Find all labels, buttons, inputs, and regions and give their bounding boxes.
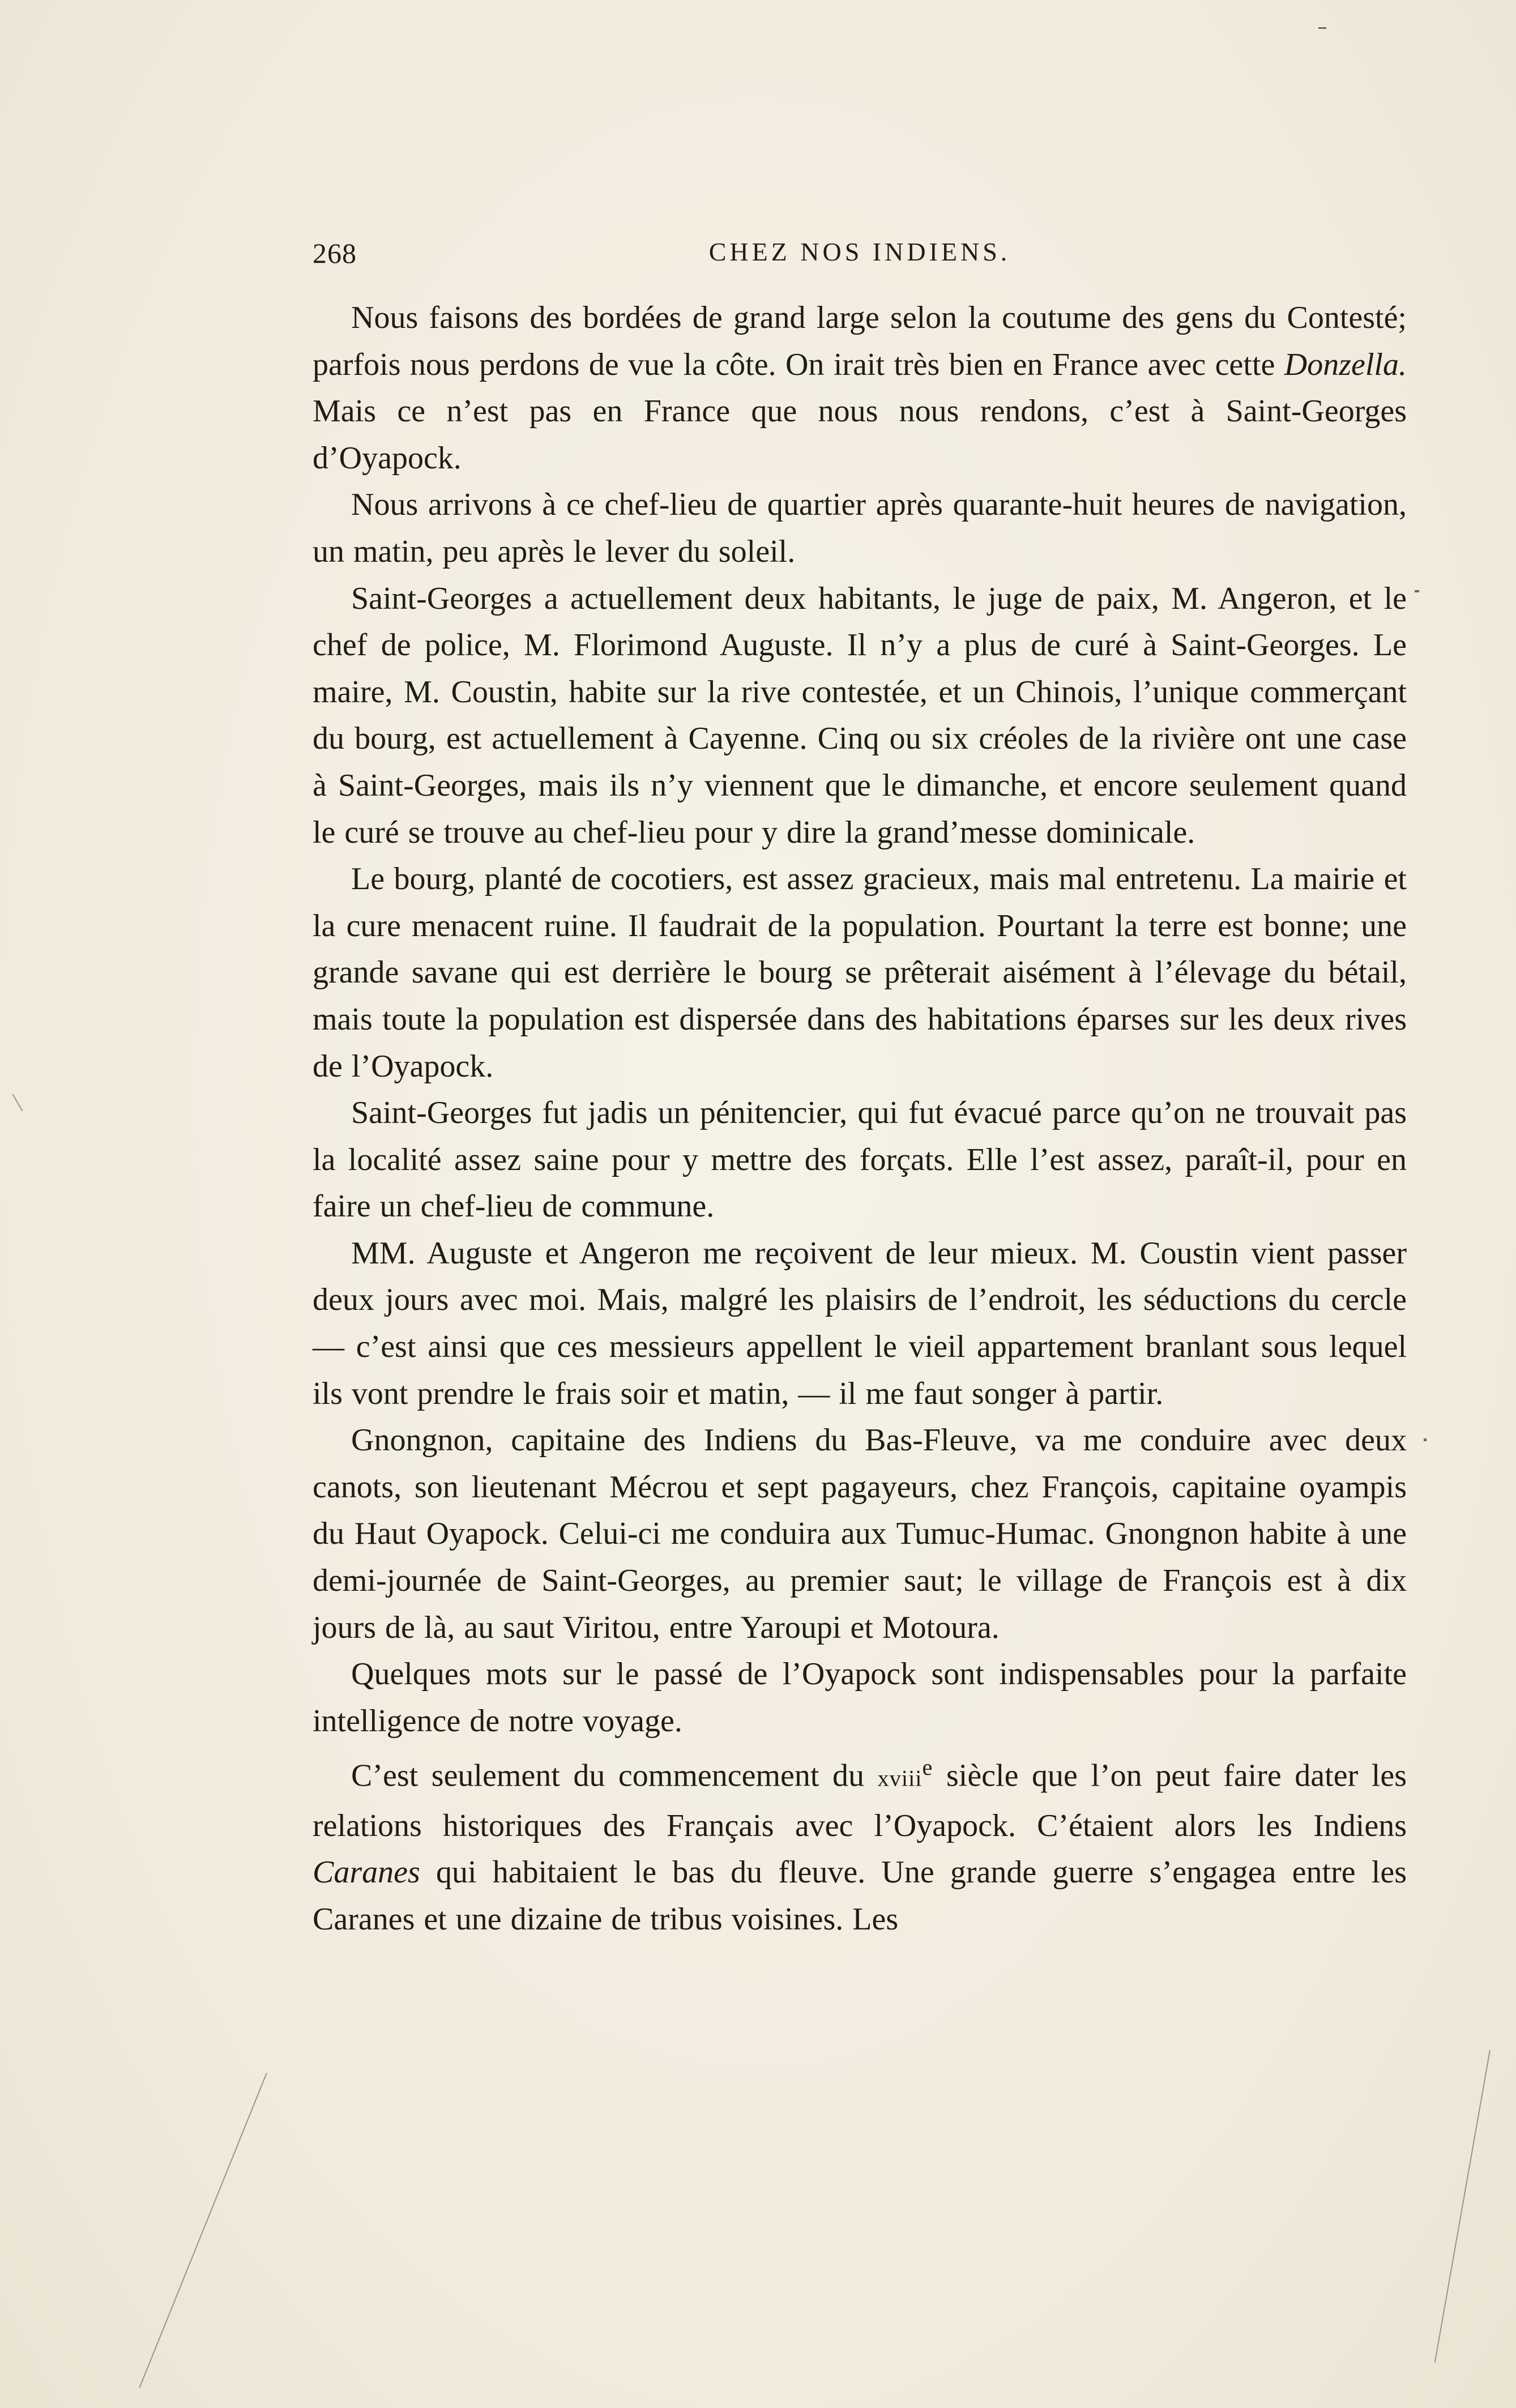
century-numeral: xviii <box>877 1766 923 1792</box>
paragraph <box>313 1230 1407 1417</box>
margin-speck <box>1318 27 1326 29</box>
paragraph-text: Quelques mots sur le passé de l’Oyapock sont indispensables pour la parfaite intelligence de notre voyage. <box>313 1656 1407 1739</box>
paragraph <box>313 294 1407 481</box>
century-suffix: e <box>922 1754 933 1781</box>
paragraph <box>313 481 1407 575</box>
paragraph-text: qui habitaient le bas du fleuve. Une grande guerre s’engagea entre les Caranes et une dizaine de tribus voisines. Les <box>313 1855 1407 1937</box>
margin-pencil-stroke <box>12 1094 23 1111</box>
paragraph <box>313 1651 1407 1744</box>
page-number: 268 <box>313 237 357 269</box>
paragraph <box>313 1090 1407 1230</box>
margin-speck <box>1415 590 1419 592</box>
paragraph-text: siècle que l’on peut faire dater les relations historiques des Français avec l’Oyapock. C’étaient alors les Indiens <box>313 1758 1407 1843</box>
paragraph-text: Nous arrivons à ce chef-lieu de quartier après quarante-huit heures de navigation, un matin, peu après le lever du soleil. <box>313 487 1407 569</box>
running-head <box>313 237 1407 271</box>
paragraph-text: Le bourg, planté de cocotiers, est assez gracieux, mais mal entretenu. La mairie et la cure menacent ruine. Il faudrait de la population. Pourtant la terre est bonne; une grande savane qui est derrière le bourg se prêterait aisément à l’élevage du bétail, mais toute la population est dispersée dans des habitations éparses sur les deux rives de l’Oyapock. <box>313 861 1407 1084</box>
paragraph-text: Gnongnon, capitaine des Indiens du Bas-Fleuve, va me conduire avec deux canots, son lieutenant Mécrou et sept pagayeurs, chez François, capitaine oyampis du Haut Oyapock. Celui-ci me conduira aux Tumuc-Humac. Gnongnon habite à une demi-journée de Saint-Georges, au premier saut; le village de François est à dix jours de là, au saut Viritou, entre Yaroupi et Motoura. <box>313 1423 1407 1645</box>
margin-pencil-stroke <box>1434 2050 1491 2363</box>
paragraph <box>313 575 1407 856</box>
paragraph-text: Saint-Georges a actuellement deux habitants, le juge de paix, M. Angeron, et le chef de police, M. Florimond Auguste. Il n’y a plus de curé à Saint-Georges. Le maire, M. Coustin, habite sur la rive contestée, et un Chinois, l’unique commerçant du bourg, est actuellement à Cayenne. Cinq ou six créoles de la rivière ont une case à Saint-Georges, mais ils n’y viennent que le dimanche, et encore seulement quand le curé se trouve au chef-lieu pour y dire la grand’messe dominicale. <box>313 580 1407 850</box>
tribe-name: Caranes <box>313 1855 420 1890</box>
paragraph-text: Mais ce n’est pas en France que nous nous rendons, c’est à Saint-Georges d’Oyapock. <box>313 394 1407 476</box>
paragraph-text: MM. Auguste et Angeron me reçoivent de leur mieux. M. Coustin vient passer deux jours avec moi. Mais, malgré les plaisirs de l’endroit, les séductions du cercle — c’est ainsi que ces messieurs appellent le vieil appartement branlant sous lequel ils vont prendre le frais soir et matin, — il me faut songer à partir. <box>313 1235 1407 1411</box>
paragraph <box>313 856 1407 1090</box>
margin-speck <box>1424 1438 1427 1441</box>
paragraph-text: Saint-Georges fut jadis un pénitencier, qui fut évacué parce qu’on ne trouvait pas la localité assez saine pour y mettre des forçats. Elle l’est assez, paraît-il, pour en faire un chef-lieu de commune. <box>313 1095 1407 1224</box>
paragraph-text: Nous faisons des bordées de grand large selon la coutume des gens du Contesté; parfois nous perdons de vue la côte. On irait très bien en France avec cette <box>313 300 1407 382</box>
margin-pencil-stroke <box>139 2073 267 2388</box>
body-text <box>313 294 1407 1942</box>
paragraph-text: C’est seulement du commencement du <box>351 1758 878 1794</box>
paragraph <box>313 1744 1407 1942</box>
running-title: CHEZ NOS INDIENS. <box>708 237 1011 266</box>
ship-name: Donzella. <box>1284 347 1407 382</box>
paragraph <box>313 1417 1407 1651</box>
